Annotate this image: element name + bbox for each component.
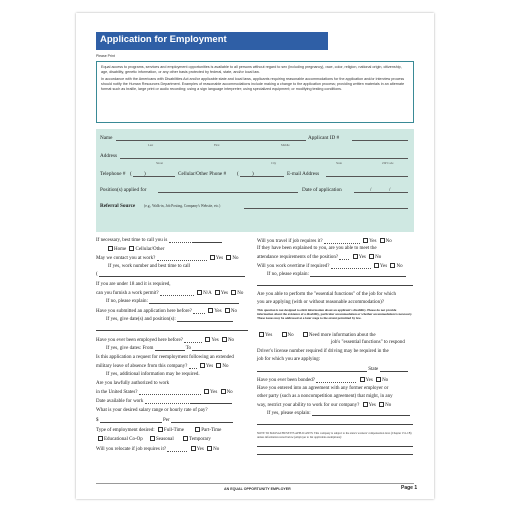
- authorized-question-2: [96, 389, 233, 395]
- salary-label: What is your desired salary range or hourly rate of pay?: [96, 408, 208, 413]
- telephone-area-close: ): [144, 171, 146, 177]
- work-permit-yes-label: Yes: [220, 291, 228, 296]
- work-permit-no-checkbox[interactable]: [231, 290, 236, 295]
- sub-street: Street: [156, 161, 163, 165]
- travel-question: [257, 238, 392, 244]
- bonded-no-checkbox[interactable]: [376, 377, 381, 382]
- submitted-before-no-checkbox[interactable]: [225, 308, 230, 313]
- attendance-question-1: [257, 246, 377, 251]
- part-time-label: Part-Time: [201, 428, 222, 433]
- agreement-yes-checkbox[interactable]: [363, 402, 368, 407]
- may-contact-yes-label: Yes: [215, 256, 224, 261]
- submitted-before-question: [96, 308, 237, 314]
- telephone-field[interactable]: [133, 171, 175, 177]
- military-leave-label-1: Is this application a request for reemployment following an extended: [96, 355, 234, 360]
- footer-divider: [96, 483, 414, 484]
- agreement-no-label: No: [385, 403, 392, 408]
- employed-dates: [106, 346, 222, 351]
- equal-opportunity-footer: AN EQUAL OPPORTUNITY EMPLOYER: [224, 487, 291, 491]
- military-leave-question-2: [96, 363, 229, 369]
- date-available-dots: [145, 400, 189, 404]
- authorized-label-2: in the United States?: [96, 390, 138, 395]
- may-contact-question: [96, 255, 238, 261]
- drivers-license-line: [257, 367, 408, 372]
- overtime-yes-checkbox[interactable]: [374, 263, 379, 268]
- job-essential-label: job's "essential functions" to respond: [331, 340, 405, 345]
- sub-zip: ZIP Code: [382, 161, 394, 165]
- date-slash-2: /: [389, 187, 391, 193]
- date-available-label: Date available for work: [96, 399, 144, 404]
- date-slash-1: /: [370, 187, 372, 193]
- authorized-label-1: Are you lawfully authorized to work: [96, 381, 170, 386]
- work-permit-na-checkbox[interactable]: [197, 290, 202, 295]
- may-contact-dots: [157, 257, 207, 261]
- employment-type-question: [96, 427, 221, 433]
- cellular-other-label: Cellular/Other: [135, 247, 165, 252]
- overtime-explain-field-2[interactable]: [257, 282, 413, 286]
- salary-per-label: Per: [163, 418, 170, 423]
- relocate-yes-label: Yes: [196, 447, 204, 452]
- notice-paragraph-1: Equal access to programs, services and employment opportunities is available to all persons without regard to sex (including pregnancy), race, color, religion, national origin, citizenship, age, disability, genetic information, or any other basis protected by federal, state, and/or local law.: [101, 65, 402, 74]
- email-field[interactable]: [326, 171, 408, 177]
- full-time-checkbox[interactable]: [158, 427, 163, 432]
- drivers-license-field[interactable]: [257, 368, 367, 372]
- agreement-yes-label: Yes: [368, 403, 376, 408]
- travel-yes-label: Yes: [369, 239, 377, 244]
- submitted-dates-label: If yes, give date(s) and position(s):: [106, 317, 176, 322]
- essential-question-2: [257, 300, 384, 305]
- travel-label: Will you travel if job requires it?: [257, 239, 323, 244]
- employed-before-dots: [184, 339, 202, 343]
- ma-line-1: [257, 442, 413, 447]
- work-permit-dots: [160, 292, 194, 296]
- agreement-label-1: Have you entered into an agreement with any former employer or: [257, 386, 389, 391]
- agreement-question-1: [257, 386, 388, 391]
- overtime-question: [257, 263, 403, 269]
- authorized-dots: [139, 391, 201, 395]
- drivers-state-label: State: [368, 367, 379, 372]
- date-of-application-label: Date of application: [302, 187, 342, 193]
- military-leave-yes-label: Yes: [205, 364, 214, 369]
- military-leave-no-checkbox[interactable]: [216, 363, 221, 368]
- sub-city: City: [271, 161, 277, 165]
- sub-middle: Middle: [281, 143, 290, 147]
- overtime-explain-field[interactable]: [310, 273, 406, 277]
- submitted-dates-field[interactable]: [177, 318, 233, 322]
- military-leave-question-1: [96, 355, 234, 360]
- additional-info-note: [106, 372, 200, 377]
- best-time-field[interactable]: [192, 239, 222, 243]
- home-checkbox[interactable]: [108, 246, 113, 251]
- address-label: Address: [100, 153, 118, 159]
- sub-last: Last: [148, 143, 154, 147]
- may-contact-no-checkbox[interactable]: [226, 255, 231, 260]
- essential-label-2: you are applying (with or without reasonable accommodation)?: [257, 300, 385, 305]
- seasonal-checkbox[interactable]: [150, 436, 155, 441]
- job-essential-note: [331, 340, 405, 345]
- employed-dates-label: If yes, give dates: From: [106, 346, 154, 351]
- travel-no-checkbox[interactable]: [380, 238, 385, 243]
- relocate-yes-checkbox[interactable]: [191, 446, 196, 451]
- authorized-no-checkbox[interactable]: [221, 389, 226, 394]
- essential-no-checkbox[interactable]: [282, 332, 287, 337]
- employed-before-yes-label: Yes: [211, 338, 219, 343]
- travel-yes-checkbox[interactable]: [363, 238, 368, 243]
- bonded-no-label: No: [382, 378, 389, 383]
- please-print-note: Please Print: [96, 54, 115, 58]
- application-page: [76, 13, 434, 499]
- position-field[interactable]: [158, 187, 298, 193]
- submitted-before-yes-label: Yes: [214, 309, 222, 314]
- referral-field[interactable]: [244, 203, 408, 209]
- submitted-dates-field-2[interactable]: [96, 327, 248, 331]
- essential-yes-checkbox[interactable]: [259, 332, 264, 337]
- educational-label: Educational Co-Op: [104, 437, 143, 442]
- name-label: Name: [100, 135, 113, 141]
- cellular-field[interactable]: [240, 171, 284, 177]
- relocate-no-checkbox[interactable]: [207, 446, 212, 451]
- additional-info-label: If yes, additional information may be required.: [106, 372, 200, 377]
- relocate-dots: [167, 448, 187, 452]
- agreement-explain-field[interactable]: [312, 412, 410, 416]
- attendance-label-2: attendance requirements of the position?: [257, 255, 339, 260]
- employed-to-label: To: [185, 346, 191, 351]
- relocate-question: [96, 446, 219, 452]
- drivers-label-1: Driver's license number required if driving may be required in the: [257, 349, 389, 354]
- ma-exemptions-field-2[interactable]: [257, 451, 413, 455]
- employed-before-label: Have you ever been employed here before?: [96, 338, 183, 343]
- ma-line-2: [257, 450, 413, 455]
- relocate-label: Will you relocate if job requires it?: [96, 447, 167, 452]
- seasonal-label: Seasonal: [156, 437, 174, 442]
- sub-state: State: [336, 161, 342, 165]
- position-label: Position(s) applied for: [100, 187, 147, 193]
- home-label: Home: [114, 247, 127, 252]
- cellular-area-close: ): [252, 171, 254, 177]
- agreement-question-2: [257, 394, 393, 399]
- attendance-no-label: No: [375, 255, 382, 260]
- temporary-label: Temporary: [189, 437, 211, 442]
- attendance-yes-label: Yes: [358, 255, 366, 260]
- drivers-label-2: job for which you are applying:: [257, 357, 321, 362]
- title-banner: [96, 32, 328, 50]
- cellular-label: Cellular/Other Phone #: [178, 171, 227, 177]
- agreement-explain-field-2[interactable]: [257, 421, 413, 425]
- employed-from-field[interactable]: [155, 347, 185, 351]
- may-contact-label: May we contact you at work?: [96, 256, 156, 261]
- telephone-label: Telephone #: [100, 171, 126, 177]
- authorized-yes-label: Yes: [210, 390, 218, 395]
- best-time-question: [96, 238, 222, 243]
- authorized-question-1: [96, 381, 169, 386]
- ma-exemptions-field-1[interactable]: [257, 443, 413, 447]
- cellular-area-open: (: [237, 171, 239, 177]
- essential-options: [257, 332, 376, 338]
- overtime-explain: [267, 272, 406, 277]
- phone-type-options: [106, 246, 164, 252]
- agreement-explain-line: [257, 420, 413, 425]
- permit-explain: [106, 299, 239, 304]
- agreement-label-2: other party (such as a noncompetition agreement) that might, in any: [257, 394, 393, 399]
- employed-before-no-label: No: [227, 338, 235, 343]
- attendance-dots: [339, 256, 349, 260]
- agreement-question-3: [257, 402, 391, 408]
- submitted-dates-line: [96, 326, 248, 331]
- agreement-explain-label: If yes, please explain:: [267, 411, 311, 416]
- massachusetts-note: NOTE TO MASSACHUSETTS APPLICANTS: This company is subject to the state's workers' compensation laws (Chapter 151-1B) unless information noted below (employer to list applicable exemptions):: [257, 431, 412, 439]
- bonded-yes-checkbox[interactable]: [360, 377, 365, 382]
- salary-per-field[interactable]: [171, 419, 233, 423]
- page-number: Page 1: [401, 485, 418, 491]
- educational-checkbox[interactable]: [98, 436, 103, 441]
- salary-dollar: $: [96, 418, 99, 423]
- overtime-no-checkbox[interactable]: [390, 263, 395, 268]
- date-of-application-field[interactable]: [354, 187, 408, 193]
- military-leave-yes-checkbox[interactable]: [200, 363, 205, 368]
- need-more-label: Need more information about the: [308, 333, 376, 338]
- salary-line: [96, 418, 233, 423]
- form-title: Application for Employment: [100, 34, 227, 45]
- submitted-before-yes-checkbox[interactable]: [208, 308, 213, 313]
- cellular-other-checkbox[interactable]: [129, 246, 134, 251]
- military-leave-dots: [189, 365, 197, 369]
- under-18-label: If you are under 18 and it is required,: [96, 282, 171, 287]
- essential-no-label: No: [287, 333, 294, 338]
- applicant-id-field[interactable]: [352, 135, 408, 141]
- best-time-label: If necessary, best time to call you is: [96, 238, 168, 243]
- agreement-label-3: way, restrict your ability to work for our company?: [257, 403, 360, 408]
- work-permit-label: can you furnish a work permit?: [96, 291, 159, 296]
- bonded-question: [257, 377, 388, 383]
- drivers-question-2: [257, 357, 320, 362]
- temporary-checkbox[interactable]: [183, 436, 188, 441]
- bonded-dots: [316, 379, 356, 383]
- employment-type-options-2: [96, 436, 211, 442]
- overtime-label: Will you work overtime if required?: [257, 264, 330, 269]
- attendance-yes-checkbox[interactable]: [353, 254, 358, 259]
- best-time-dots: [169, 239, 191, 243]
- submitted-before-no-label: No: [230, 309, 237, 314]
- full-time-label: Full-Time: [163, 428, 185, 433]
- employed-before-no-checkbox[interactable]: [222, 337, 227, 342]
- employed-before-yes-checkbox[interactable]: [205, 337, 210, 342]
- work-permit-yes-checkbox[interactable]: [215, 290, 220, 295]
- bonded-label: Have you ever been bonded?: [257, 378, 316, 383]
- salary-amount-field[interactable]: [100, 419, 162, 423]
- referral-label: Referral Source: [100, 203, 136, 209]
- email-label: E-mail Address: [287, 171, 320, 177]
- travel-dots: [324, 240, 360, 244]
- work-number-line: (: [96, 272, 245, 277]
- may-contact-yes-checkbox[interactable]: [210, 255, 215, 260]
- under-18-question: [96, 282, 171, 287]
- personal-info-panel: [96, 129, 414, 232]
- essential-yes-label: Yes: [265, 333, 273, 338]
- work-number-label: If yes, work number and best time to call: [108, 264, 191, 269]
- military-leave-label-2: military leave of absence from this company?: [96, 364, 188, 369]
- date-available-question: [96, 399, 232, 404]
- work-permit-na-label: N/A: [203, 291, 212, 296]
- drivers-state-field[interactable]: [380, 368, 408, 372]
- attendance-question-2: [257, 254, 381, 260]
- notice-paragraph-2: In accordance with the Americans with Disabilities Act and/or applicable state and local laws, applicants requiring reasonable accommodations for the application and/or interview process should notify the Human Resources Department. Examples of reasonable accommodations include making a change to the application process; providing written materials in an alternate format such as braille, large print or audio recording; using a sign language interpreter; using specialized equipment; or modifying testing conditions.: [101, 76, 405, 91]
- travel-no-label: No: [385, 239, 392, 244]
- may-contact-no-label: No: [232, 256, 239, 261]
- work-number-field[interactable]: [99, 273, 245, 277]
- essential-label-1: Are you able to perform the "essential functions" of the job for which: [257, 292, 397, 297]
- submitted-before-label: Have you submitted an application here before?: [96, 309, 192, 314]
- bonded-yes-label: Yes: [365, 378, 373, 383]
- date-available-field[interactable]: [190, 400, 232, 404]
- essential-question-1: [257, 292, 396, 297]
- work-permit-no-label: No: [237, 291, 244, 296]
- drivers-question-1: [257, 349, 389, 354]
- military-leave-no-label: No: [222, 364, 229, 369]
- applicant-id-label: Applicant ID #: [308, 135, 340, 141]
- permit-explain-label: If no, please explain:: [106, 299, 148, 304]
- need-more-checkbox[interactable]: [303, 332, 308, 337]
- employment-type-label: Type of employment desired:: [96, 428, 155, 433]
- overtime-explain-label: If no, please explain:: [267, 272, 309, 277]
- overtime-no-label: No: [396, 264, 403, 269]
- equal-access-notice: [96, 61, 414, 123]
- employed-before-question: [96, 337, 234, 343]
- attendance-no-checkbox[interactable]: [369, 254, 374, 259]
- permit-explain-field[interactable]: [149, 300, 239, 304]
- name-field[interactable]: [116, 135, 306, 141]
- authorized-yes-checkbox[interactable]: [204, 389, 209, 394]
- submitted-before-dots: [193, 310, 205, 314]
- relocate-no-label: No: [213, 447, 220, 452]
- telephone-area-open: (: [130, 171, 132, 177]
- attendance-label-1: If they have been explained to you, are you able to meet the: [257, 246, 377, 251]
- agreement-no-checkbox[interactable]: [379, 402, 384, 407]
- salary-question: [96, 408, 208, 413]
- work-permit-question: [96, 290, 243, 296]
- overtime-explain-line: [257, 281, 413, 286]
- work-number-question: [108, 264, 190, 269]
- part-time-checkbox[interactable]: [195, 427, 200, 432]
- address-field[interactable]: [120, 153, 408, 159]
- submitted-dates: [106, 317, 233, 322]
- authorized-no-label: No: [226, 390, 233, 395]
- employed-to-field[interactable]: [192, 347, 222, 351]
- essential-disclaimer: This question is not designed to elicit information about an applicant's disability. Please do not provide information about the existence of a disability, particular accommodation or whether accommodation is necessary. These issues may be addressed at a later stage to the extent permitted by law.: [257, 308, 413, 320]
- overtime-yes-label: Yes: [379, 264, 388, 269]
- overtime-dots: [331, 265, 371, 269]
- sub-first: First: [214, 143, 220, 147]
- agreement-explain: [267, 411, 410, 416]
- referral-hint: (e.g., Walk-in, Job Posting, Company's Website, etc.): [144, 204, 221, 208]
